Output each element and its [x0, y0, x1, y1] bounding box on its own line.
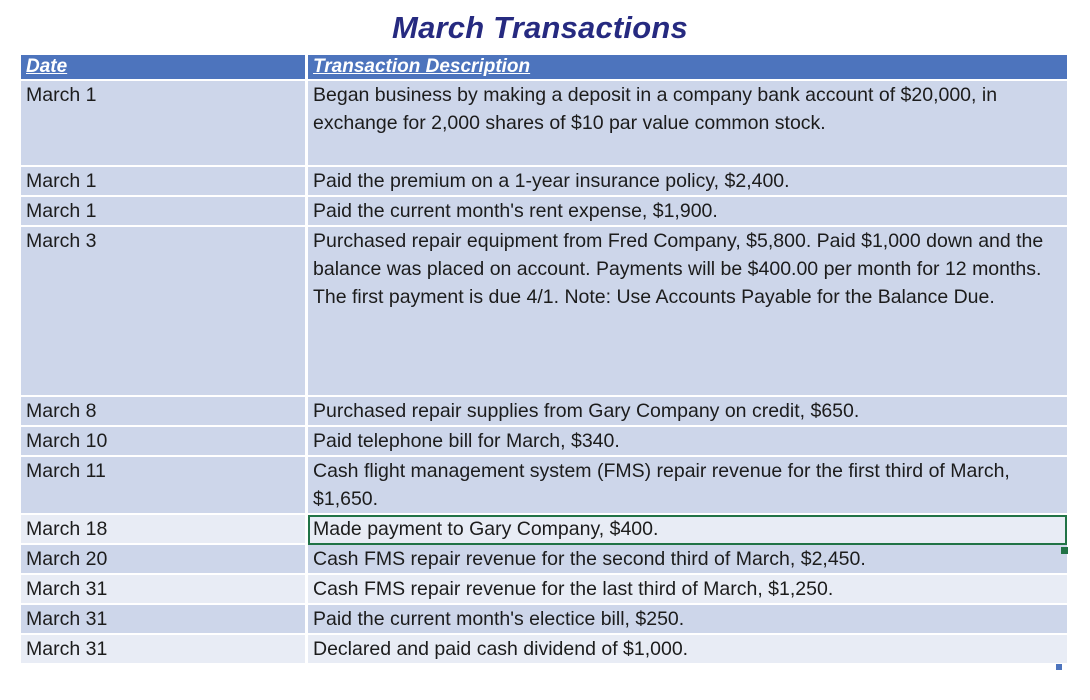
description-cell[interactable]: Paid the current month's rent expense, $1,900.	[308, 197, 1067, 227]
table-row	[21, 545, 1067, 575]
date-cell[interactable]: March 8	[21, 397, 308, 427]
date-cell[interactable]: March 10	[21, 427, 308, 457]
page-title: March Transactions	[392, 10, 688, 45]
description-column-header[interactable]: Transaction Description	[308, 55, 1067, 81]
description-cell[interactable]: Paid the premium on a 1-year insurance policy, $2,400.	[308, 167, 1067, 197]
table-row	[21, 197, 1067, 227]
table-row	[21, 635, 1067, 665]
description-cell[interactable]: Paid telephone bill for March, $340.	[308, 427, 1067, 457]
description-cell[interactable]: Began business by making a deposit in a company bank account of $20,000, in exchange for 2,000 shares of $10 par value common stock.	[308, 81, 1067, 167]
date-cell[interactable]: March 3	[21, 227, 308, 397]
table-row	[21, 81, 1067, 167]
description-cell[interactable]: Cash FMS repair revenue for the second third of March, $2,450.	[308, 545, 1067, 575]
selection-fill-handle[interactable]	[1061, 547, 1068, 554]
description-cell[interactable]: Cash flight management system (FMS) repair revenue for the first third of March, $1,650.	[308, 457, 1067, 515]
description-cell[interactable]: Purchased repair equipment from Fred Company, $5,800. Paid $1,000 down and the balance was placed on account. Payments will be $400.00 per month for 12 months. The first payment is due 4/1. Note: Use Accounts Payable for the Balance Due.	[308, 227, 1067, 397]
selected-description-cell[interactable]: Made payment to Gary Company, $400.	[308, 515, 1067, 545]
table-row	[21, 575, 1067, 605]
date-cell[interactable]: March 31	[21, 635, 308, 665]
description-cell[interactable]: Paid the current month's electice bill, $250.	[308, 605, 1067, 635]
date-cell[interactable]: March 18	[21, 515, 308, 545]
transactions-table	[21, 55, 1067, 665]
description-cell[interactable]: Cash FMS repair revenue for the last third of March, $1,250.	[308, 575, 1067, 605]
table-row	[21, 427, 1067, 457]
date-column-header[interactable]: Date	[21, 55, 308, 81]
date-cell[interactable]: March 1	[21, 197, 308, 227]
date-cell[interactable]: March 1	[21, 81, 308, 167]
date-cell[interactable]: March 31	[21, 575, 308, 605]
table-row	[21, 167, 1067, 197]
description-cell[interactable]: Declared and paid cash dividend of $1,000.	[308, 635, 1067, 665]
table-row	[21, 515, 1067, 545]
date-cell[interactable]: March 20	[21, 545, 308, 575]
date-cell[interactable]: March 11	[21, 457, 308, 515]
table-row	[21, 457, 1067, 515]
description-cell[interactable]: Purchased repair supplies from Gary Company on credit, $650.	[308, 397, 1067, 427]
table-row	[21, 227, 1067, 397]
table-resize-handle[interactable]	[1056, 664, 1062, 670]
table-row	[21, 397, 1067, 427]
date-cell[interactable]: March 1	[21, 167, 308, 197]
date-cell[interactable]: March 31	[21, 605, 308, 635]
table-header-row	[21, 55, 1067, 81]
table-row	[21, 605, 1067, 635]
